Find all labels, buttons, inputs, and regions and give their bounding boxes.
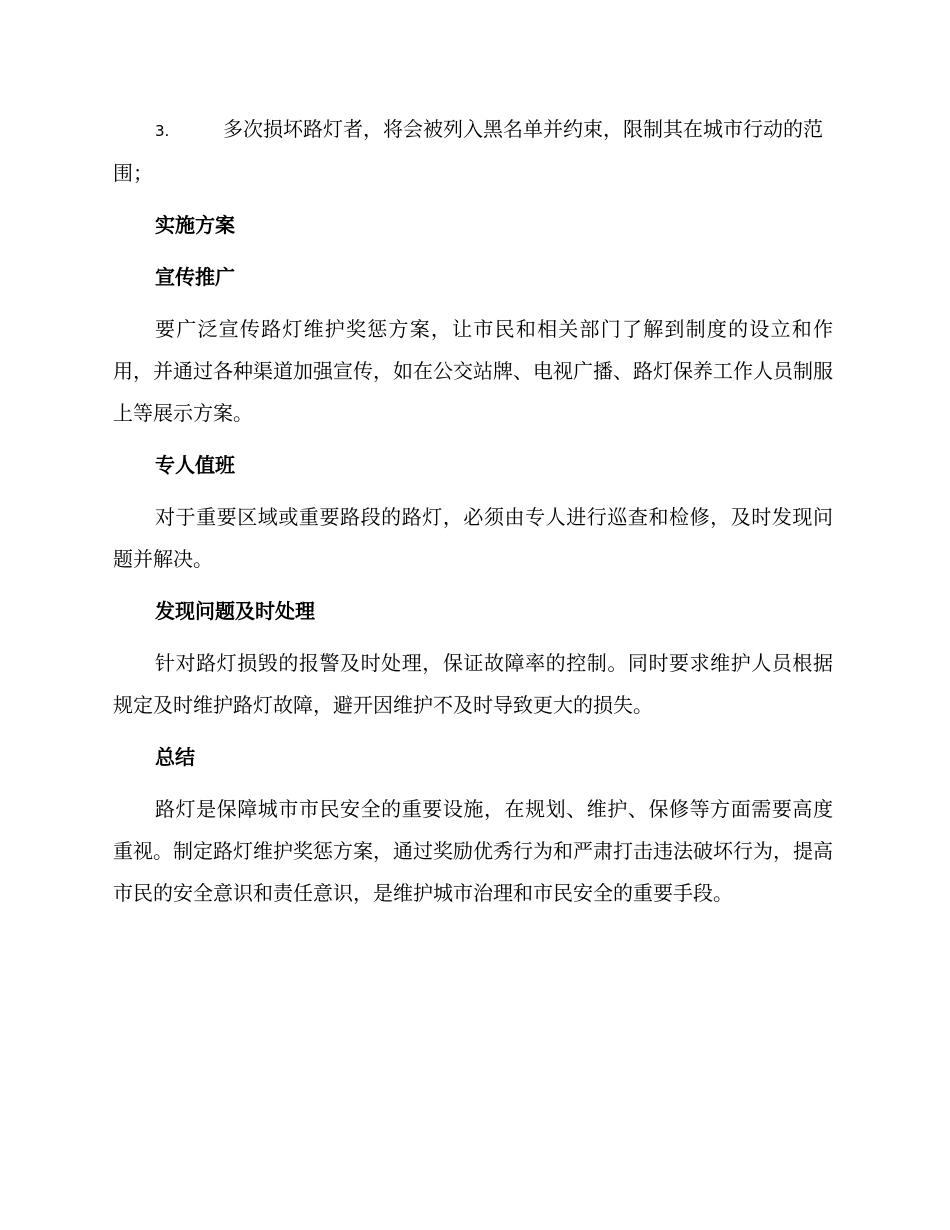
- paragraph-summary: 路灯是保障城市市民安全的重要设施，在规划、维护、保修等方面需要高度重视。制定路灯维护奖惩方案，通过奖励优秀行为和严肃打击违法破坏行为，提高市民的安全意识和责任意识，是维护城市治理和市民安全的重要手段。: [113, 797, 833, 905]
- heading-handling: 发现问题及时处理: [155, 599, 315, 623]
- heading-summary: 总结: [155, 745, 195, 769]
- heading-duty: 专人值班: [155, 453, 235, 477]
- paragraph-handling: 针对路灯损毁的报警及时处理，保证故障率的控制。同时要求维护人员根据规定及时维护路灯故障，避开因维护不及时导致更大的损失。: [113, 651, 833, 717]
- heading-promotion: 宣传推广: [155, 265, 235, 289]
- paragraph-duty: 对于重要区域或重要路段的路灯，必须由专人进行巡查和检修，及时发现问题并解决。: [113, 505, 833, 571]
- paragraph-promotion: 要广泛宣传路灯维护奖惩方案，让市民和相关部门了解到制度的设立和作用，并通过各种渠道加强宣传，如在公交站牌、电视广播、路灯保养工作人员制服上等展示方案。: [113, 317, 833, 425]
- heading-implementation: 实施方案: [155, 213, 235, 237]
- document-page: [113, 108, 833, 924]
- list-item-text: 多次损坏路灯者，将会被列入黑名单并约束，限制其在城市行动的范围；: [113, 117, 823, 185]
- list-item-3: [113, 108, 833, 194]
- list-item-number: 3.: [155, 122, 170, 140]
